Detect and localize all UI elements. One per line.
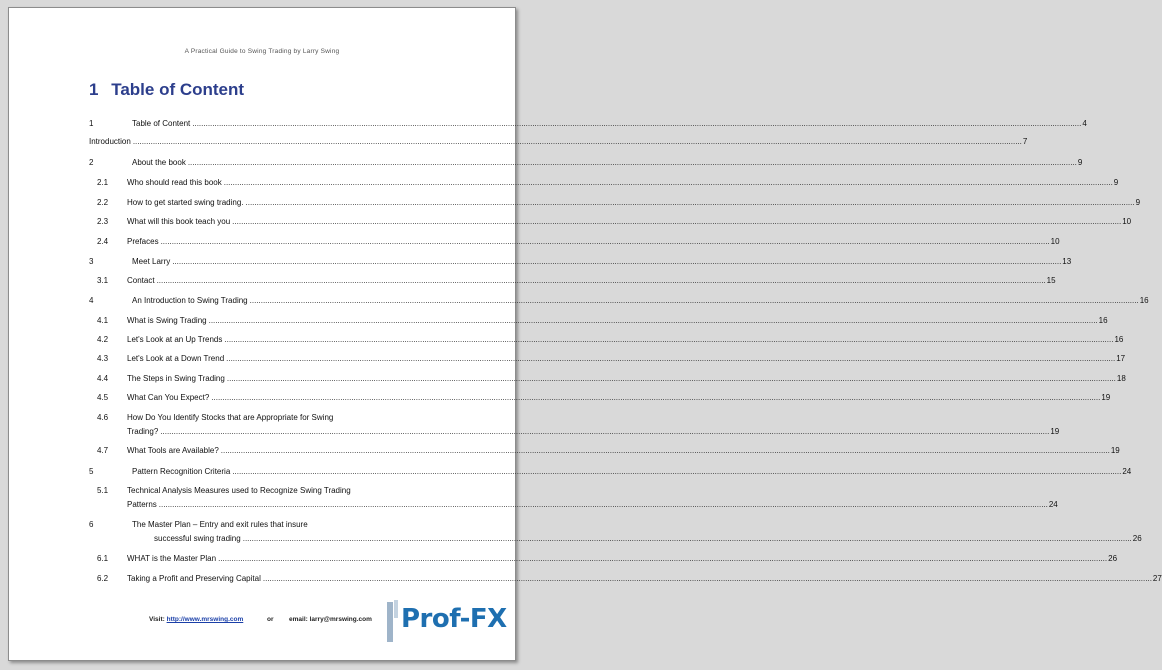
toc-dot-leader: ................................................................................................................................................................................................................................................................................................................................................................................................................: [187, 158, 1077, 167]
toc-entry-label: What Tools are Available?: [127, 446, 219, 455]
toc-entry-page: 4: [1082, 119, 1087, 128]
toc-entry-page: 27: [1152, 574, 1162, 583]
toc-entry-number: 5: [89, 467, 94, 476]
toc-entry[interactable]: [89, 486, 1058, 510]
toc-entry-page: 9: [1113, 178, 1119, 187]
toc-entry[interactable]: [89, 276, 1056, 286]
toc-entry[interactable]: [89, 354, 1126, 364]
watermark-text: Prof-FX: [401, 604, 507, 634]
toc-dot-leader: ................................................................................................................................................................................................................................................................................................................................................................................................................: [226, 354, 1116, 363]
toc-entry-page: 7: [1022, 137, 1028, 146]
footer-email[interactable]: email: larry@mrswing.com: [289, 616, 372, 623]
toc-dot-leader: ................................................................................................................................................................................................................................................................................................................................................................................................................: [132, 137, 1022, 146]
toc-dot-leader: ................................................................................................................................................................................................................................................................................................................................................................................................................: [220, 446, 1110, 455]
footer-or: or: [267, 616, 274, 623]
toc-entry[interactable]: [89, 520, 1142, 544]
toc-entry-label: Table of Content: [132, 119, 191, 128]
toc-entry-label: Patterns: [127, 500, 157, 509]
toc-entry-label: Meet Larry: [132, 257, 171, 266]
toc-entry[interactable]: [89, 446, 1120, 456]
toc-entry-label: What will this book teach you: [127, 217, 231, 226]
toc-entry[interactable]: [89, 198, 1141, 208]
toc-entry-number: 1: [89, 119, 94, 128]
toc-entry[interactable]: [89, 296, 1149, 306]
toc-entry-label: Contact: [127, 276, 155, 285]
toc-entry-label: Taking a Profit and Preserving Capital: [127, 574, 261, 583]
toc-entry[interactable]: [89, 393, 1111, 403]
watermark-logo: [379, 598, 519, 648]
toc-entry-number: 2.3: [97, 217, 109, 226]
toc-entry-label: What is Swing Trading: [127, 316, 207, 325]
toc-dot-leader: ................................................................................................................................................................................................................................................................................................................................................................................................................: [226, 374, 1116, 383]
toc-entry-label-line1: The Master Plan – Entry and exit rules that insure: [132, 520, 308, 529]
toc-dot-leader: ................................................................................................................................................................................................................................................................................................................................................................................................................: [160, 237, 1050, 246]
toc-entry[interactable]: [89, 217, 1132, 227]
toc-entry-label: Introduction: [89, 137, 131, 146]
toc-entry[interactable]: [89, 574, 1162, 584]
toc-dot-leader: ................................................................................................................................................................................................................................................................................................................................................................................................................: [224, 335, 1114, 344]
toc-entry[interactable]: [89, 335, 1124, 345]
footer-visit: Visit: http://www.mrswing.com: [149, 616, 244, 623]
toc-dot-leader: ................................................................................................................................................................................................................................................................................................................................................................................................................: [218, 554, 1108, 563]
toc-entry[interactable]: [89, 413, 1060, 437]
toc-entry[interactable]: [89, 554, 1118, 564]
toc-entry-label: Prefaces: [127, 237, 159, 246]
toc-entry-page: 9: [1135, 198, 1141, 207]
toc-entry-page: 24: [1122, 467, 1132, 476]
toc-entry[interactable]: [89, 158, 1083, 168]
toc-entry-number: 4.5: [97, 393, 109, 402]
toc-entry-number: 4.2: [97, 335, 109, 344]
toc-entry-page: 26: [1132, 534, 1142, 543]
toc-entry-number: 4.6: [97, 413, 109, 422]
toc-entry[interactable]: [89, 374, 1126, 384]
toc-entry-number: 6.1: [97, 554, 109, 563]
toc-entry-page: 19: [1110, 446, 1120, 455]
toc-entry-label: How to get started swing trading.: [127, 198, 244, 207]
toc-entry-page: 16: [1114, 335, 1124, 344]
toc-entry[interactable]: [89, 467, 1132, 477]
toc-entry-page: 18: [1116, 374, 1126, 383]
toc-entry[interactable]: [89, 237, 1060, 247]
toc-dot-leader: ................................................................................................................................................................................................................................................................................................................................................................................................................: [232, 217, 1122, 226]
toc-entry-label: An Introduction to Swing Trading: [132, 296, 248, 305]
toc-entry-label: Who should read this book: [127, 178, 222, 187]
running-header: A Practical Guide to Swing Trading by Larry Swing: [184, 48, 340, 55]
toc-dot-leader: ................................................................................................................................................................................................................................................................................................................................................................................................................: [262, 574, 1152, 583]
toc-entry-page: 24: [1048, 500, 1058, 509]
toc-entry-label: About the book: [132, 158, 186, 167]
toc-entry-page: 16: [1098, 316, 1108, 325]
toc-entry-page: 15: [1046, 276, 1056, 285]
toc-entry-number: 6: [89, 520, 94, 529]
toc-entry-page: 26: [1108, 554, 1118, 563]
toc-entry[interactable]: [89, 178, 1119, 188]
toc-entry-number: 4.3: [97, 354, 109, 363]
toc-entry-label-line1: Technical Analysis Measures used to Recognize Swing Trading: [127, 486, 351, 495]
toc-entry-label: successful swing trading: [154, 534, 241, 543]
toc-entry-label: What Can You Expect?: [127, 393, 210, 402]
toc-entry-number: 4.7: [97, 446, 109, 455]
toc-dot-leader: ................................................................................................................................................................................................................................................................................................................................................................................................................: [192, 119, 1082, 128]
section-title-text: Table of Content: [111, 80, 245, 99]
toc-dot-leader: ................................................................................................................................................................................................................................................................................................................................................................................................................: [156, 276, 1046, 285]
toc-entry-label-line1: How Do You Identify Stocks that are Appropriate for Swing: [127, 413, 334, 422]
toc-entry-number: 2: [89, 158, 94, 167]
toc-dot-leader: ................................................................................................................................................................................................................................................................................................................................................................................................................: [211, 393, 1101, 402]
toc-dot-leader: ................................................................................................................................................................................................................................................................................................................................................................................................................: [232, 467, 1122, 476]
toc-entry[interactable]: [89, 316, 1108, 326]
toc-dot-leader: ................................................................................................................................................................................................................................................................................................................................................................................................................: [245, 198, 1135, 207]
toc-entry-label: Trading?: [127, 427, 159, 436]
toc-entry[interactable]: [89, 119, 1087, 129]
toc-dot-leader: ................................................................................................................................................................................................................................................................................................................................................................................................................: [223, 178, 1113, 187]
toc-entry-number: 4.1: [97, 316, 109, 325]
toc-entry-page: 10: [1122, 217, 1132, 226]
toc-dot-leader: ................................................................................................................................................................................................................................................................................................................................................................................................................: [249, 296, 1139, 305]
toc-entry-number: 6.2: [97, 574, 109, 583]
toc-entry[interactable]: [89, 257, 1072, 267]
toc-entry-number: 2.2: [97, 198, 109, 207]
toc-entry-label: The Steps in Swing Trading: [127, 374, 225, 383]
toc-entry-number: 4.4: [97, 374, 109, 383]
toc-entry-page: 13: [1062, 257, 1072, 266]
toc-entry-page: 9: [1077, 158, 1083, 167]
website-link[interactable]: http://www.mrswing.com: [166, 616, 244, 623]
toc-dot-leader: ................................................................................................................................................................................................................................................................................................................................................................................................................: [208, 316, 1098, 325]
toc-entry-label: Let's Look at a Down Trend: [127, 354, 225, 363]
toc-entry-number: 5.1: [97, 486, 109, 495]
toc-dot-leader: ................................................................................................................................................................................................................................................................................................................................................................................................................: [158, 500, 1048, 509]
toc-entry-label: WHAT is the Master Plan: [127, 554, 217, 563]
toc-entry[interactable]: [89, 137, 1028, 147]
toc-entry-page: 16: [1139, 296, 1149, 305]
toc-dot-leader: ................................................................................................................................................................................................................................................................................................................................................................................................................: [172, 257, 1062, 266]
toc-entry-page: 19: [1101, 393, 1111, 402]
toc-entry-number: 2.1: [97, 178, 109, 187]
toc-entry-label: Let's Look at an Up Trends: [127, 335, 223, 344]
toc-entry-page: 10: [1050, 237, 1060, 246]
section-number: 1: [89, 80, 99, 99]
toc-dot-leader: ................................................................................................................................................................................................................................................................................................................................................................................................................: [242, 534, 1132, 543]
toc-entry-number: 4: [89, 296, 94, 305]
toc-entry-number: 3: [89, 257, 94, 266]
toc-entry-label: Pattern Recognition Criteria: [132, 467, 231, 476]
toc-entry-number: 2.4: [97, 237, 109, 246]
toc-entry-page: 19: [1050, 427, 1060, 436]
document-page: [8, 7, 1162, 661]
toc-entry-number: 3.1: [97, 276, 109, 285]
toc-dot-leader: ................................................................................................................................................................................................................................................................................................................................................................................................................: [160, 427, 1050, 436]
section-title: [89, 80, 244, 100]
toc-entry-page: 17: [1116, 354, 1126, 363]
